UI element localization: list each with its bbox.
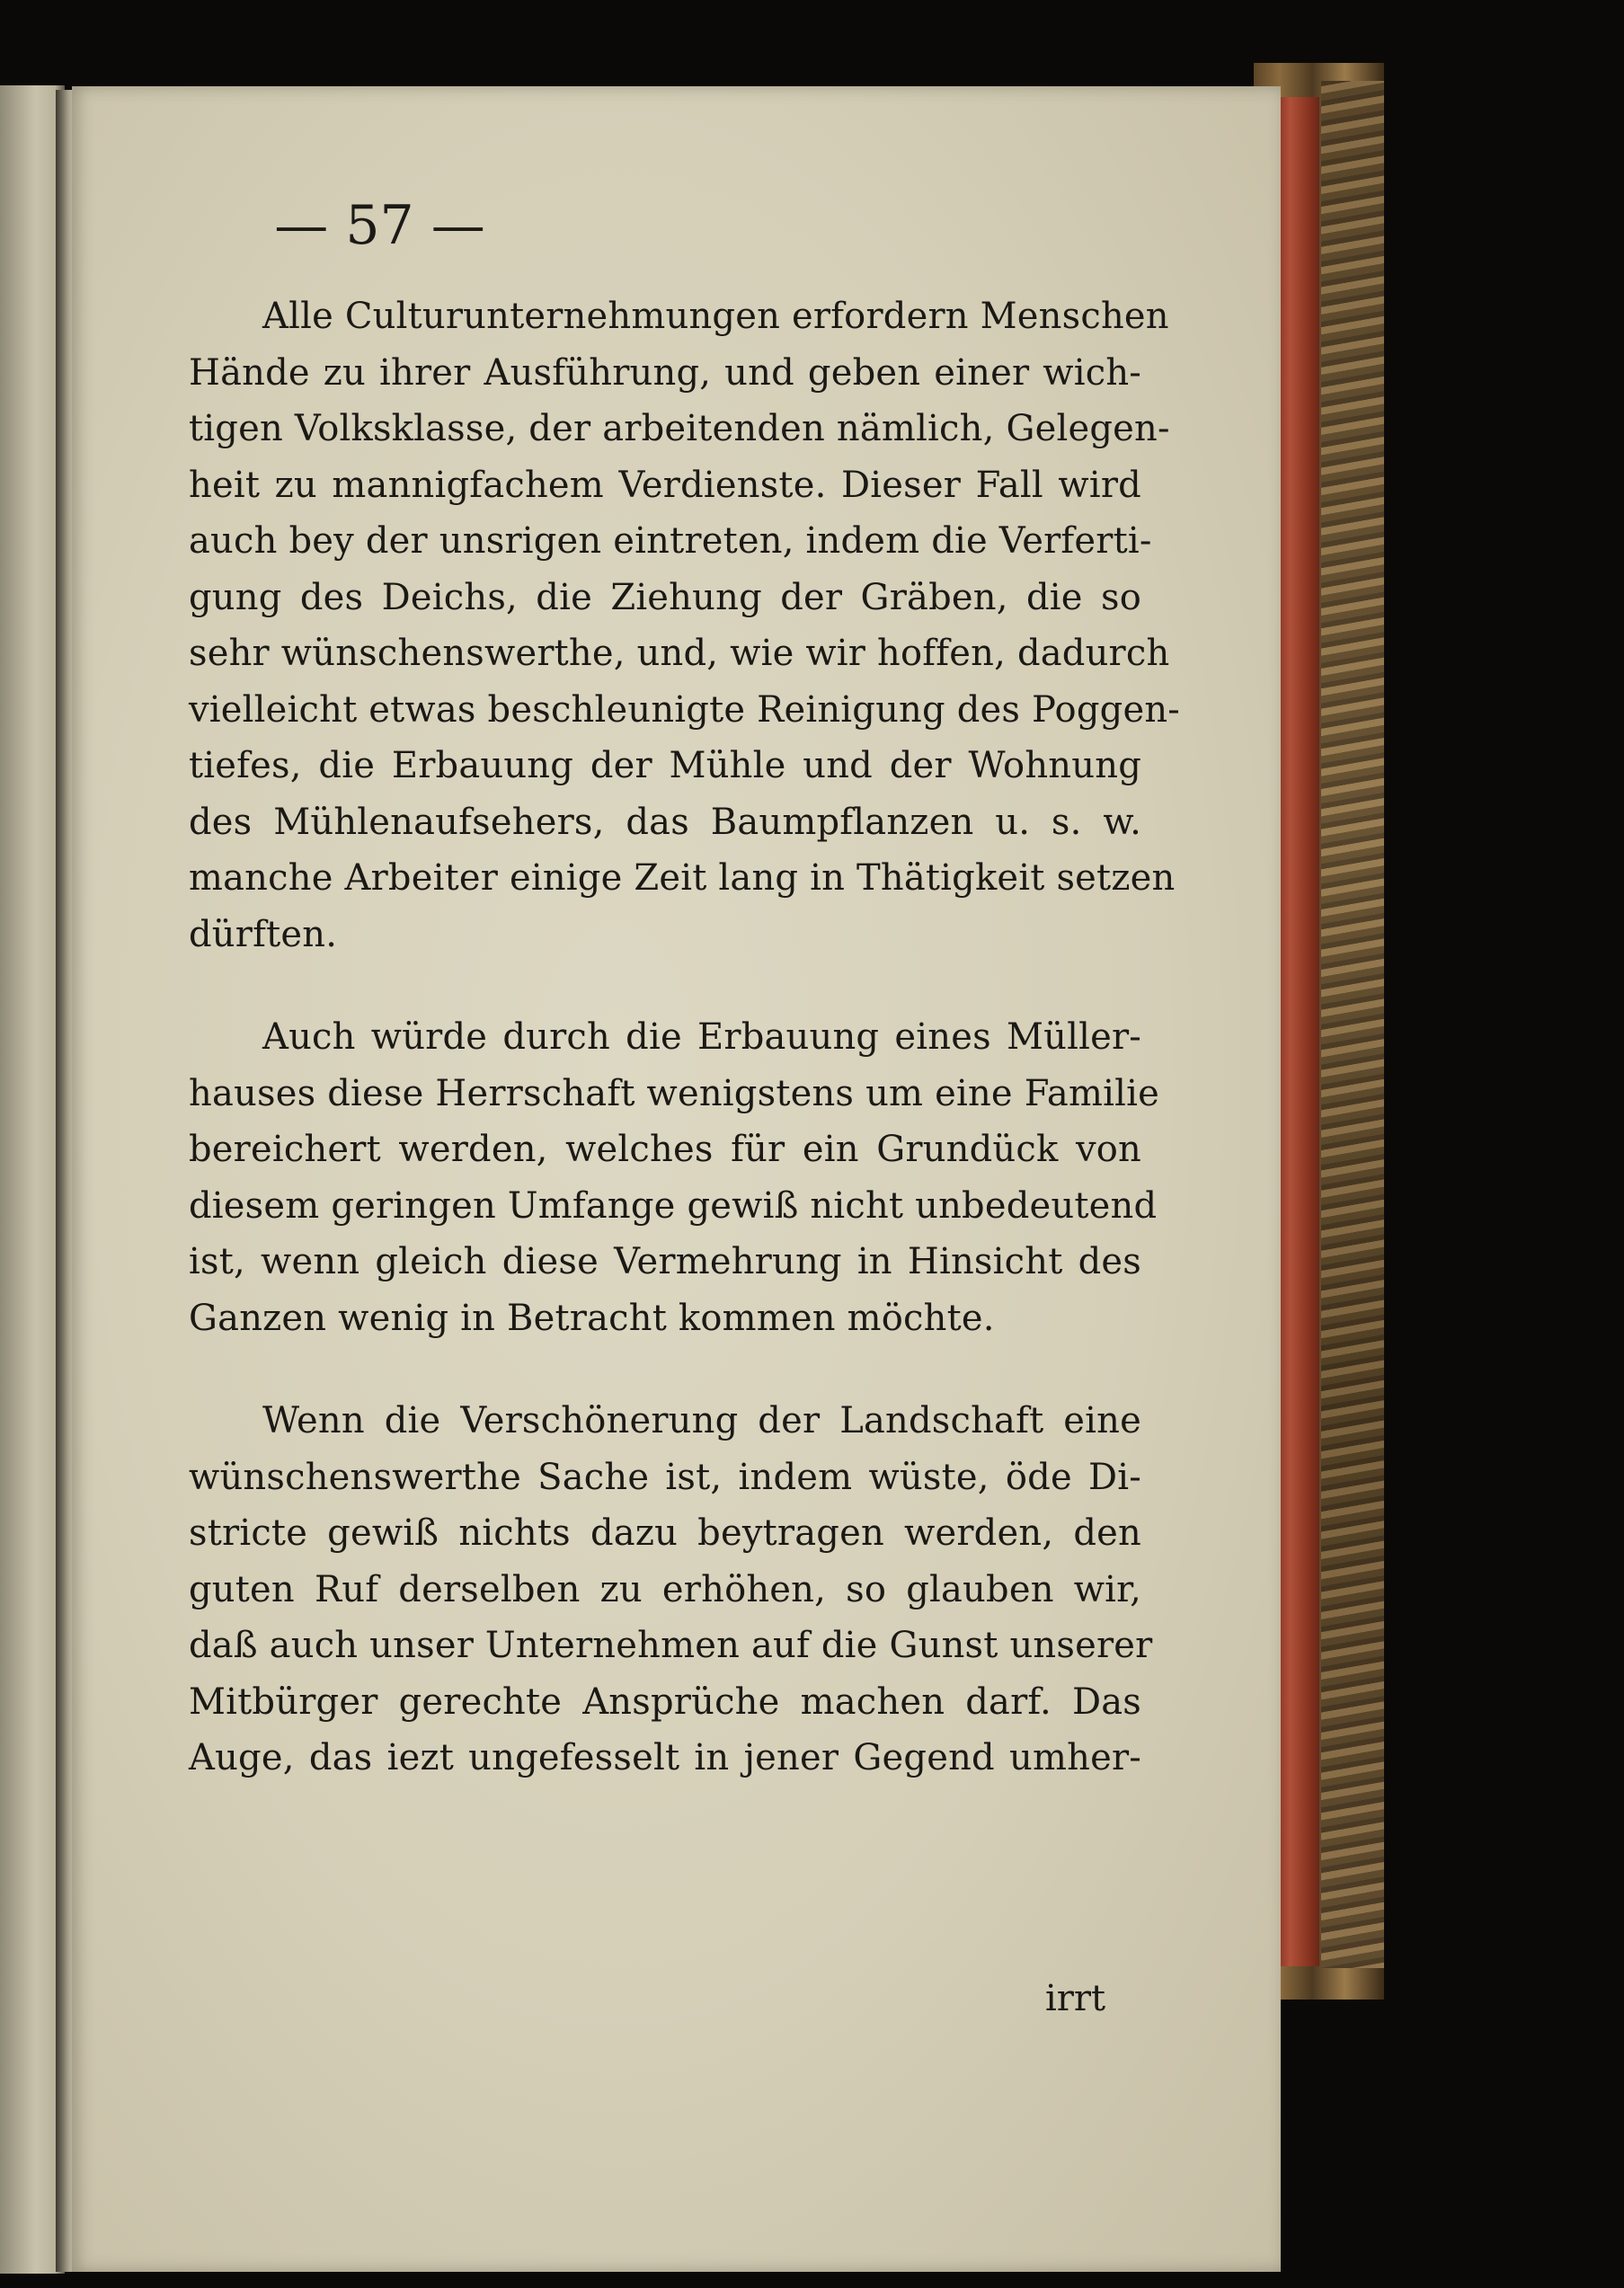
text-line: daß auch unser Unternehmen auf die Gunst unserer xyxy=(189,1625,1153,1666)
paragraph-gap xyxy=(189,962,1141,1009)
text-line: gung des Deichs, die Ziehung der Gräben, die so xyxy=(189,576,1141,618)
text-line: dürften. xyxy=(189,913,338,955)
marbled-cover xyxy=(1321,81,1384,1968)
page-number: — 57 — xyxy=(274,194,485,257)
catchword: irrt xyxy=(1045,1978,1106,2019)
text-line: auch bey der unsrigen eintreten, indem die Verferti- xyxy=(189,520,1152,562)
text-line: Hände zu ihrer Ausführung, und geben einer wich- xyxy=(189,351,1141,394)
paragraph-gap xyxy=(189,1346,1141,1393)
text-line: vielleicht etwas beschleunigte Reinigung des Poggen- xyxy=(189,688,1180,731)
paragraph-1 xyxy=(189,288,1180,962)
paragraph-2 xyxy=(189,1009,1159,1346)
text-line: Mitbürger gerechte Ansprüche machen darf. Das xyxy=(189,1681,1141,1723)
text-line: tigen Volksklasse, der arbeitenden nämlich, Gelegen- xyxy=(189,408,1170,449)
text-line: wünschenswerthe Sache ist, indem wüste, öde Di- xyxy=(189,1456,1141,1498)
text-line: tiefes, die Erbauung der Mühle und der Wohnung xyxy=(189,745,1141,786)
text-line: bereichert werden, welches für ein Grundück von xyxy=(189,1129,1141,1170)
red-page-edges xyxy=(1274,97,1319,1966)
text-line: stricte gewiß nichts dazu beytragen werden, den xyxy=(189,1512,1141,1554)
text-line: Alle Culturunternehmungen erfordern Menschen xyxy=(262,296,1169,337)
page-text xyxy=(189,288,1180,1787)
text-line: ist, wenn gleich diese Vermehrung in Hinsicht des xyxy=(189,1241,1141,1282)
text-line: guten Ruf derselben zu erhöhen, so glauben wir, xyxy=(189,1568,1141,1610)
text-line: Wenn die Verschönerung der Landschaft eine xyxy=(262,1400,1141,1441)
text-line: Auge, das iezt ungefesselt in jener Gegend umher- xyxy=(189,1737,1141,1778)
text-line: Ganzen wenig in Betracht kommen möchte. xyxy=(189,1297,995,1339)
book-page xyxy=(72,86,1281,2272)
text-line: Auch würde durch die Erbauung eines Müller- xyxy=(262,1016,1141,1058)
text-line: diesem geringen Umfange gewiß nicht unbedeutend xyxy=(189,1184,1158,1227)
text-line: hauses diese Herrschaft wenigstens um eine Familie xyxy=(189,1072,1159,1114)
paragraph-3 xyxy=(189,1393,1153,1787)
text-line: sehr wünschenswerthe, und, wie wir hoffen, dadurch xyxy=(189,633,1170,674)
text-line: manche Arbeiter einige Zeit lang in Thätigkeit setzen xyxy=(189,857,1176,899)
text-line: des Mühlenaufsehers, das Baumpflanzen u. s. w. xyxy=(189,801,1141,843)
text-line: heit zu mannigfachem Verdienste. Dieser Fall wird xyxy=(189,464,1141,506)
